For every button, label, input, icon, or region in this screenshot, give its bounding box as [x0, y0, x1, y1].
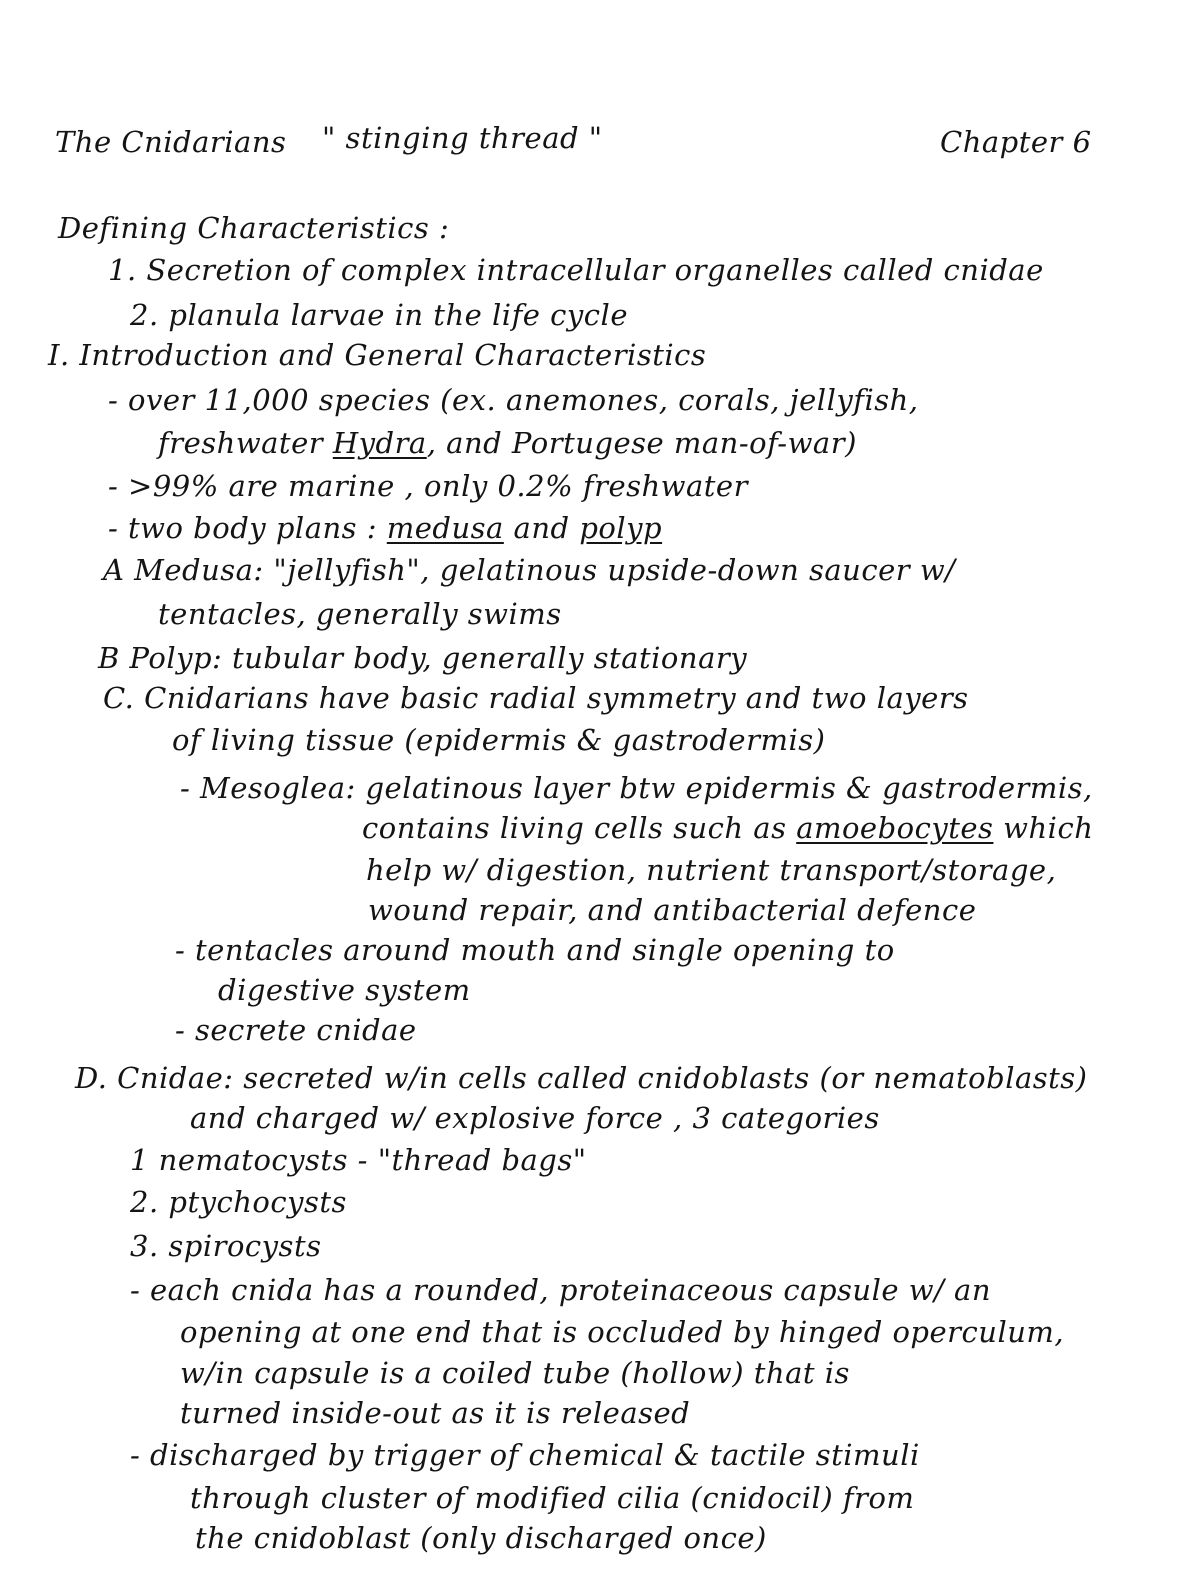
text-fragment: , and Portugese man-of-war): [426, 426, 857, 460]
cnidae-category-3: 3. spirocysts: [130, 1229, 322, 1263]
defining-item-2: 2. planula larvae in the life cycle: [130, 298, 628, 332]
mesoglea-line4: wound repair, and antibacterial defence: [368, 893, 977, 927]
point-a-line2: tentacles, generally swims: [158, 597, 562, 631]
point-c-line2: of living tissue (epidermis & gastrodermis): [172, 723, 826, 757]
cnidae-category-1: 1 nematocysts - "thread bags": [130, 1143, 587, 1177]
chapter-label: Chapter 6: [940, 125, 1092, 159]
point-d-line1: D. Cnidae: secreted w/in cells called cnidoblasts (or nematoblasts): [75, 1061, 1088, 1095]
point-d-line2: and charged w/ explosive force , 3 categories: [190, 1101, 880, 1135]
hydra-term: Hydra: [332, 426, 427, 460]
medusa-term: medusa: [386, 511, 504, 545]
polyp-term: polyp: [579, 511, 663, 545]
each-cnida-line1: - each cnida has a rounded, proteinaceous capsule w/ an: [130, 1273, 992, 1307]
mesoglea-line2: [362, 810, 1093, 846]
discharged-line1: - discharged by trigger of chemical & tactile stimuli: [130, 1438, 920, 1472]
discharged-line2: through cluster of modified cilia (cnidocil) from: [190, 1481, 915, 1515]
section-heading: I. Introduction and General Characteristics: [48, 338, 707, 372]
each-cnida-line2: opening at one end that is occluded by hinged operculum,: [180, 1315, 1065, 1349]
text-fragment: contains living cells such as: [362, 811, 797, 845]
point-c-line1: C. Cnidarians have basic radial symmetry and two layers: [103, 681, 969, 715]
cnidae-category-2: 2. ptychocysts: [130, 1185, 347, 1219]
secrete-line: - secrete cnidae: [175, 1013, 417, 1047]
text-fragment: - two body plans :: [108, 511, 387, 545]
defining-heading: Defining Characteristics :: [58, 211, 450, 245]
text-fragment: freshwater: [158, 426, 333, 460]
each-cnida-line4: turned inside-out as it is released: [180, 1396, 691, 1430]
bullet-species-line1: - over 11,000 species (ex. anemones, corals, jellyfish,: [108, 383, 919, 417]
mesoglea-line1: - Mesoglea: gelatinous layer btw epidermis & gastrodermis,: [180, 771, 1093, 805]
point-a-line1: A Medusa: "jellyfish", gelatinous upside-down saucer w/: [103, 553, 956, 587]
discharged-line3: the cnidoblast (only discharged once): [195, 1521, 767, 1555]
amoebocytes-term: amoebocytes: [796, 811, 994, 845]
page-title: The Cnidarians: [55, 125, 287, 159]
bullet-species-line2: [158, 425, 857, 461]
bullet-marine: - >99% are marine , only 0.2% freshwater: [108, 469, 748, 503]
tentacles-line2: digestive system: [218, 973, 471, 1007]
defining-item-1: 1. Secretion of complex intracellular organelles called cnidae: [108, 253, 1044, 287]
bullet-body-plans: [108, 510, 662, 546]
page-subtitle: " stinging thread ": [322, 121, 603, 155]
mesoglea-line3: help w/ digestion, nutrient transport/storage,: [366, 853, 1057, 887]
tentacles-line1: - tentacles around mouth and single opening to: [175, 933, 895, 967]
text-fragment: which: [993, 811, 1094, 845]
point-b: B Polyp: tubular body, generally stationary: [98, 641, 748, 675]
each-cnida-line3: w/in capsule is a coiled tube (hollow) that is: [180, 1356, 850, 1390]
text-fragment: and: [503, 511, 580, 545]
